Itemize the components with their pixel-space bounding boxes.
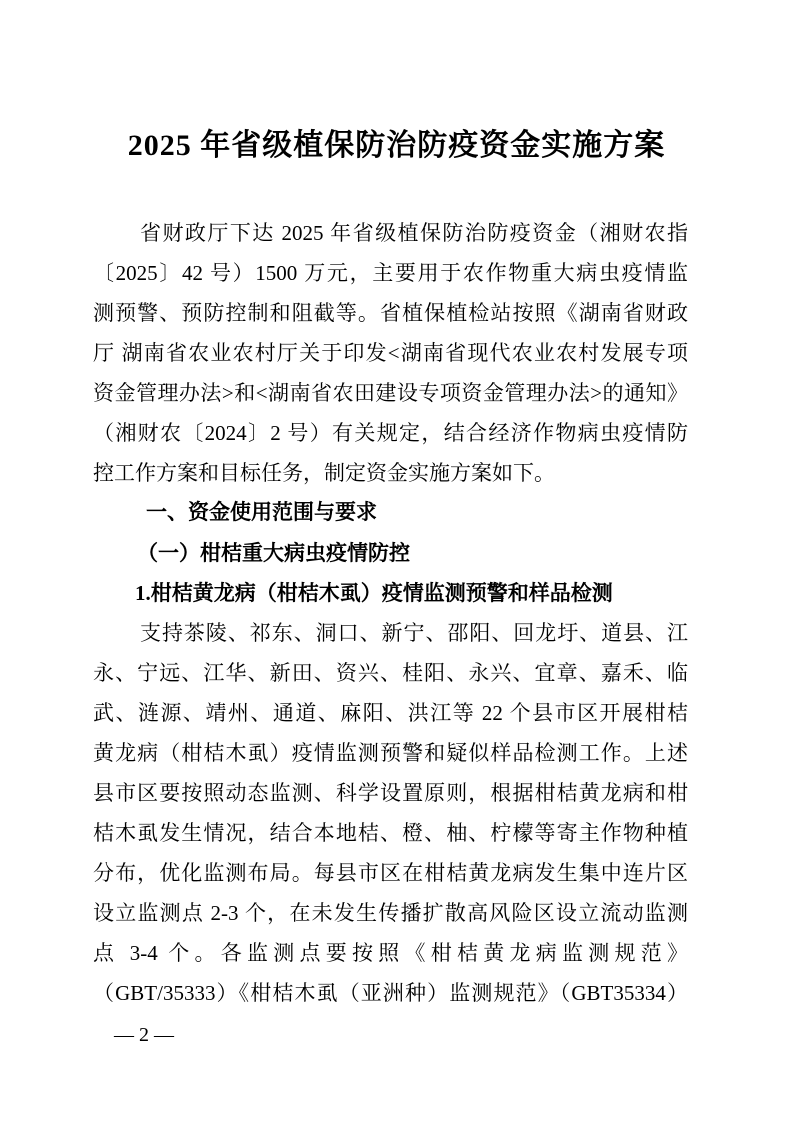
page-number: — 2 —: [114, 1024, 174, 1046]
body-text-line: 分布，优化监测布局。每县市区在柑桔黄龙病发生集中连片区: [93, 861, 688, 885]
body-text-line: 黄龙病（柑桔木虱）疫情监测预警和疑似样品检测工作。上述: [93, 741, 688, 765]
body-text-line: 武、涟源、靖州、通道、麻阳、洪江等 22 个县市区开展柑桔: [93, 701, 688, 725]
body-text-line: 厅 湖南省农业农村厅关于印发<湖南省现代农业农村发展专项: [93, 341, 688, 365]
body-text-line: 控工作方案和目标任务，制定资金实施方案如下。: [93, 461, 555, 485]
body-text-line: 省财政厅下达 2025 年省级植保防治防疫资金（湘财农指: [140, 221, 688, 245]
body-text-line: 测预警、预防控制和阻截等。省植保植检站按照《湖南省财政: [93, 301, 688, 325]
document-title: 2025 年省级植保防治防疫资金实施方案: [127, 129, 666, 162]
body-text-line: 县市区要按照动态监测、科学设置原则，根据柑桔黄龙病和柑: [93, 781, 688, 805]
body-text-line: 设立监测点 2-3 个，在未发生传播扩散高风险区设立流动监测: [93, 901, 688, 925]
document-body: [93, 213, 688, 1013]
body-text-line: 〔2025〕42 号）1500 万元，主要用于农作物重大病虫疫情监: [93, 261, 688, 285]
body-text-line: 永、宁远、江华、新田、资兴、桂阳、永兴、宜章、嘉禾、临: [93, 661, 688, 685]
item-heading: 1.柑桔黄龙病（柑桔木虱）疫情监测预警和样品检测: [135, 581, 613, 605]
body-text-line: 点 3-4 个。各监测点要按照《柑桔黄龙病监测规范》: [93, 941, 688, 965]
body-text-line: 资金管理办法>和<湖南省农田建设专项资金管理办法>的通知》: [93, 381, 688, 405]
body-text-line: （GBT/35333）《柑桔木虱（亚洲种）监测规范》（GBT35334）: [93, 981, 688, 1005]
body-text-line: （湘财农〔2024〕2 号）有关规定，结合经济作物病虫疫情防: [93, 421, 688, 445]
body-text-line: 支持茶陵、祁东、洞口、新宁、邵阳、回龙圩、道县、江: [140, 621, 688, 645]
section-heading: 一、资金使用范围与要求: [146, 501, 377, 524]
body-text-line: 桔木虱发生情况，结合本地桔、橙、柚、柠檬等寄主作物种植: [93, 821, 688, 845]
subsection-heading: （一）柑桔重大病虫疫情防控: [137, 541, 410, 565]
